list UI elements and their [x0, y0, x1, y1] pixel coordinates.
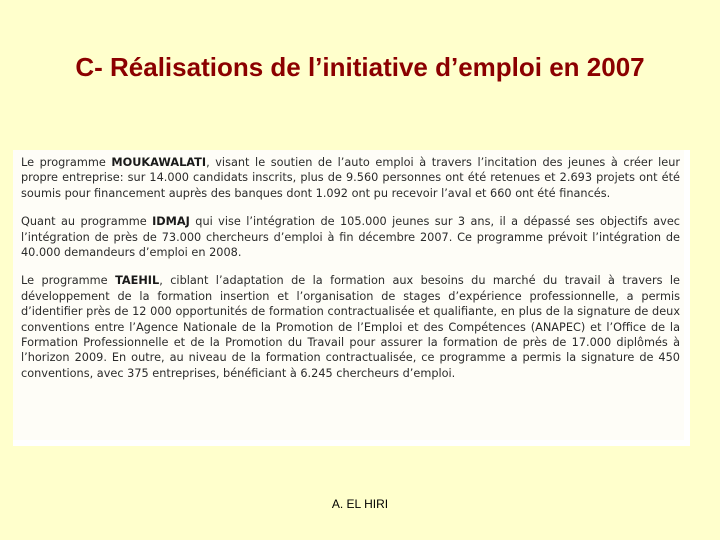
paragraph-intro: Le programme: [21, 156, 112, 169]
paragraph-intro: Quant au programme: [21, 215, 153, 229]
footer-author: A. EL HIRI: [331, 497, 389, 511]
slide-title: C- Réalisations de l’initiative d’emploi en 2007: [75, 52, 645, 82]
paragraph-idmaj: [21, 214, 680, 260]
paragraph-body: , ciblant l’adaptation de la formation aux besoins du marché du travail à travers le développement de la formation insertion et l’organisation de stages d’expérience professionnelle, a permis d’identifier près de 12 000 opportunités de formation contractualisée et qualifiante, en plus de la signature de deux conventions entre l’Agence Nationale de la Promotion de l’Emploi et des Compétences (ANAPEC) et l’Office de la Formation Professionnelle et de la Promotion du Travail pour assurer la formation de près de 17.000 diplômés à l’horizon 2009. En outre, au niveau de la formation contractualisée, ce programme a permis la signature de 450 conventions, avec 375 entreprises, bénéficiant à 6.245 chercheurs d’emploi.: [21, 274, 681, 380]
paragraph-body: , visant le soutien de l’auto emploi à travers l’incitation des jeunes à créer leur propre entreprise: sur 14.000 candidats inscrits, plus de 9.560 personnes ont été retenues et 2.693 projets ont été soumis pour financement auprès des banques dont 1.092 ont pu recevoir l’aval et 660 ont été financés.: [21, 156, 681, 200]
paragraph-moukawalati: [21, 155, 680, 201]
content-box: [13, 150, 690, 446]
program-name-moukawalati: MOUKAWALATI: [111, 156, 207, 169]
paragraph-intro: Le programme: [21, 274, 116, 288]
paragraph-body: qui vise l’intégration de 105.000 jeunes sur 3 ans, il a dépassé ses objectifs avec l’intégration de près de 73.000 chercheurs d’emploi à fin décembre 2007. Ce programme prévoit l’intégration de 40.000 demandeurs d’emploi en 2008.: [21, 215, 680, 260]
paragraph-taehil: [21, 273, 680, 381]
program-name-idmaj: IDMAJ: [152, 215, 190, 229]
program-name-taehil: TAEHIL: [115, 274, 160, 288]
